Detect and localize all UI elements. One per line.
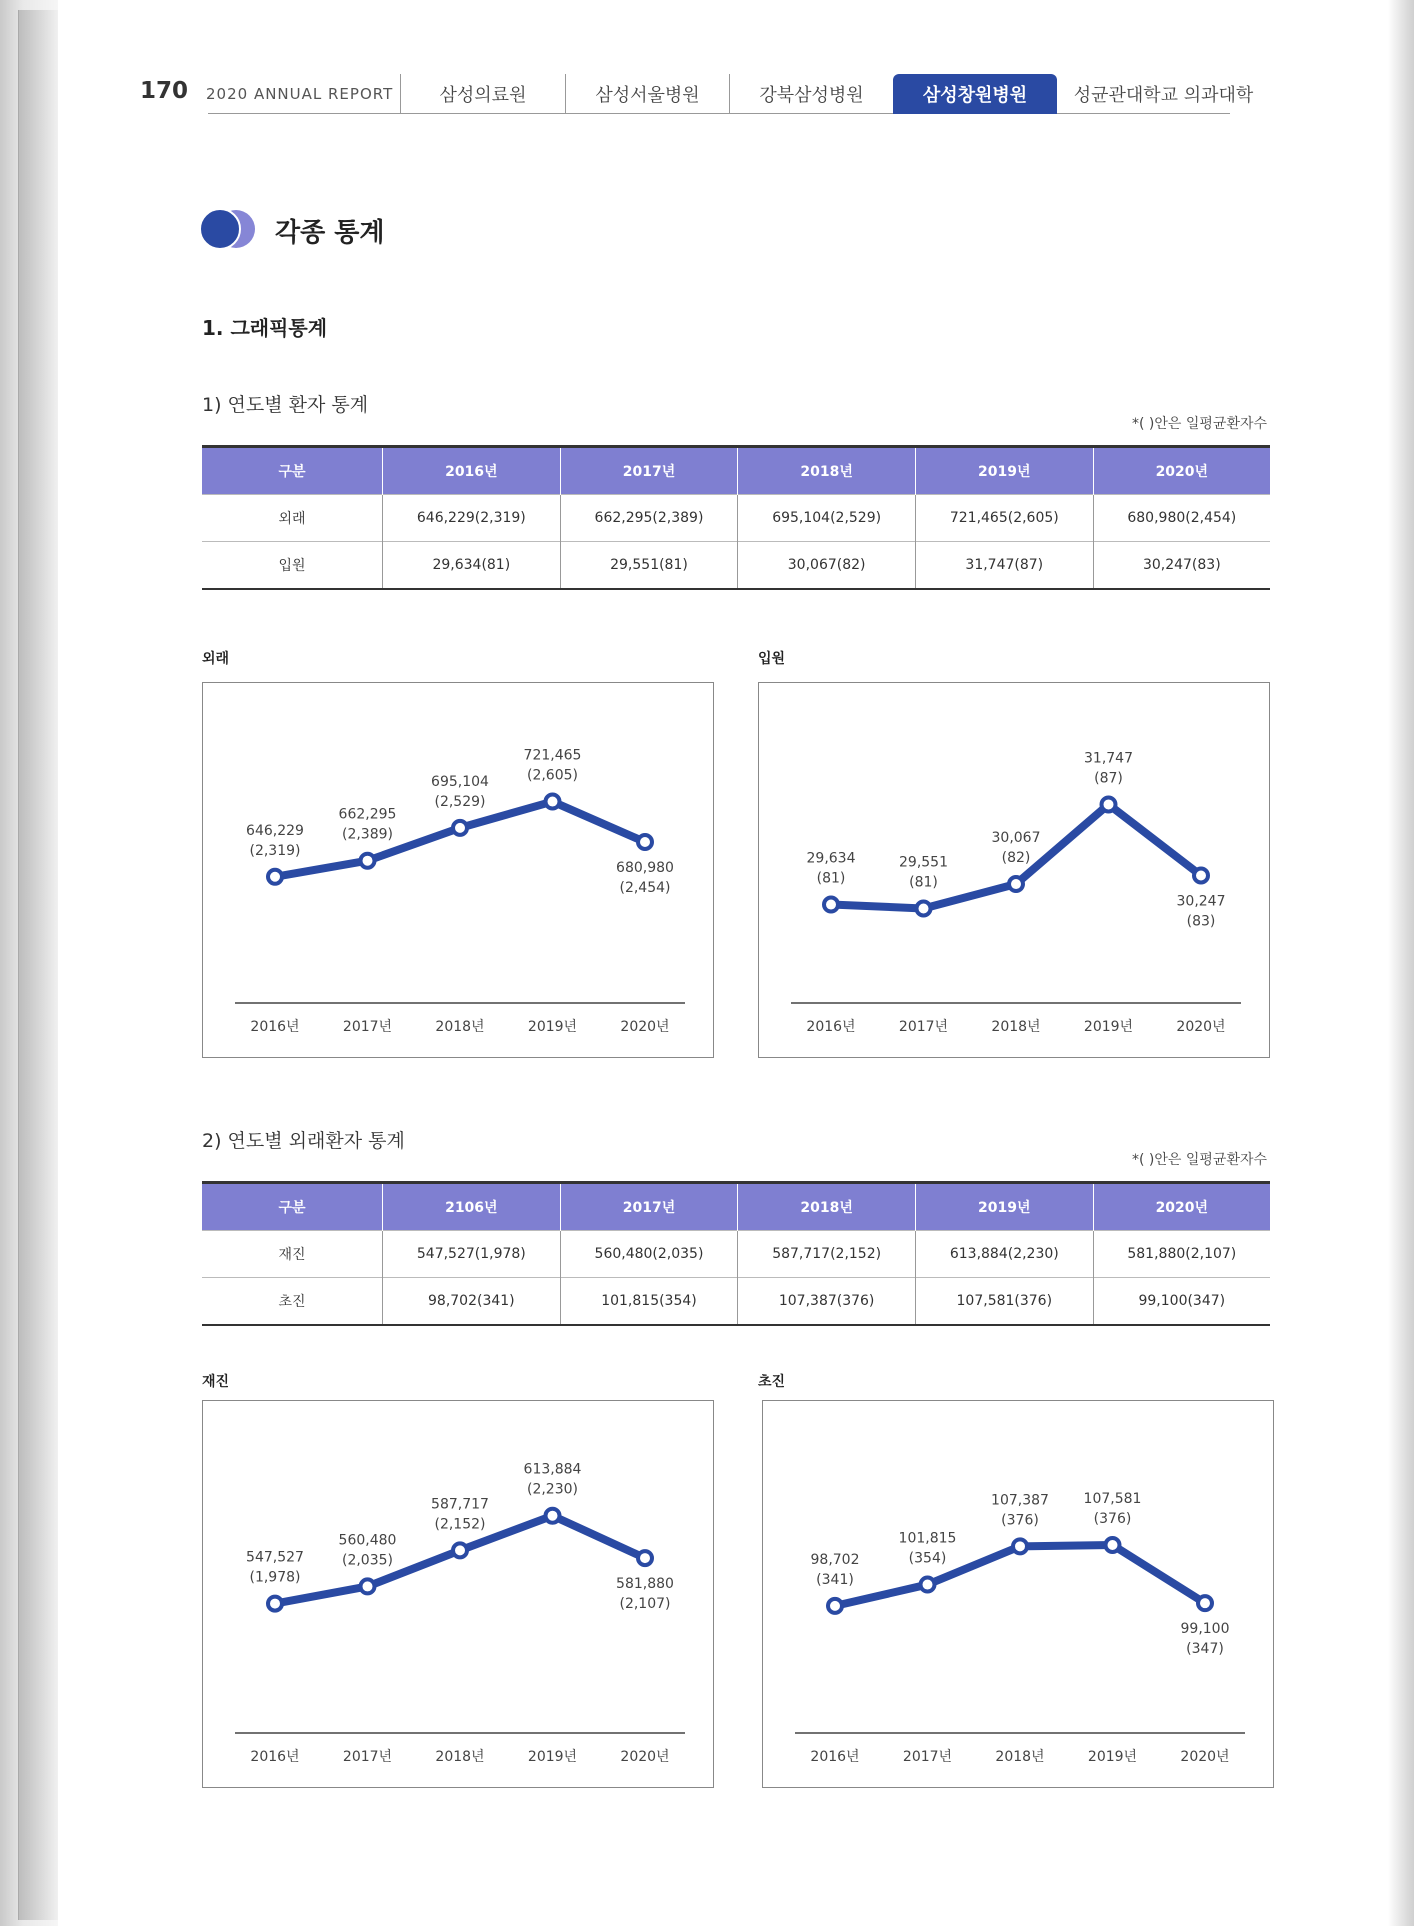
table-cell: 재진: [202, 1231, 383, 1278]
tab-samsung-seoul-hospital[interactable]: 삼성서울병원: [565, 74, 729, 114]
part1-title: 1) 연도별 환자 통계: [202, 394, 369, 416]
data-sublabel: (1,978): [249, 1569, 301, 1586]
data-sublabel: (81): [816, 870, 846, 887]
x-tick-label: 2020년: [620, 1019, 670, 1035]
table-row: [202, 1231, 1270, 1278]
x-tick-label: 2020년: [1176, 1019, 1226, 1035]
x-tick-label: 2020년: [620, 1749, 670, 1765]
data-label: 721,465: [523, 747, 582, 764]
table-cell: 662,295(2,389): [560, 495, 738, 542]
data-label: 29,551: [899, 854, 948, 871]
x-tick-label: 2016년: [810, 1749, 860, 1765]
table-header-cell: 2017년: [560, 447, 738, 495]
table-header-cell: 2106년: [383, 1183, 561, 1231]
data-sublabel: (87): [1094, 770, 1123, 787]
data-point: [546, 795, 560, 809]
data-point: [1198, 1596, 1212, 1610]
data-label: 29,634: [806, 850, 856, 867]
data-label: 581,880: [616, 1576, 674, 1593]
data-point: [268, 1597, 282, 1611]
data-sublabel: (376): [1093, 1511, 1132, 1528]
data-point: [638, 835, 652, 849]
table-row: [202, 495, 1270, 542]
x-tick-label: 2019년: [527, 1749, 578, 1765]
tab-samsung-medical-center[interactable]: 삼성의료원: [400, 74, 565, 114]
data-label: 587,717: [431, 1496, 489, 1513]
table-cell: 초진: [202, 1278, 383, 1326]
table-cell: 101,815(354): [560, 1278, 738, 1326]
x-tick-label: 2018년: [435, 1019, 485, 1035]
report-title: 2020 ANNUAL REPORT: [206, 85, 394, 103]
table-cell: 587,717(2,152): [738, 1231, 916, 1278]
tab-samsung-changwon-hospital[interactable]: 삼성창원병원: [893, 74, 1057, 114]
chart-title-inpatient: 입원: [758, 651, 786, 667]
x-tick-label: 2018년: [995, 1749, 1045, 1765]
x-tick-label: 2018년: [991, 1019, 1041, 1035]
data-point: [828, 1599, 842, 1613]
x-tick-label: 2020년: [1180, 1749, 1230, 1765]
table-header-cell: 2019년: [915, 447, 1093, 495]
data-sublabel: (2,152): [434, 1516, 486, 1533]
patient-stats-table: [202, 445, 1270, 590]
table-cell: 581,880(2,107): [1093, 1231, 1270, 1278]
table-cell: 외래: [202, 495, 383, 542]
data-sublabel: (82): [1001, 850, 1031, 867]
table-header-cell: 구분: [202, 1183, 383, 1231]
x-tick-label: 2016년: [250, 1749, 300, 1765]
data-sublabel: (2,230): [526, 1481, 579, 1498]
table-row: [202, 1278, 1270, 1326]
table-cell: 입원: [202, 542, 383, 590]
data-sublabel: (347): [1186, 1641, 1224, 1658]
data-label: 662,295: [338, 806, 397, 823]
table-cell: 107,581(376): [915, 1278, 1093, 1326]
x-tick-label: 2018년: [435, 1749, 485, 1765]
data-point: [638, 1551, 652, 1565]
data-label: 680,980: [616, 860, 674, 877]
table-cell: 613,884(2,230): [915, 1231, 1093, 1278]
line-chart-svg: [763, 1401, 1273, 1787]
x-tick-label: 2019년: [1083, 1019, 1134, 1035]
data-point: [1009, 877, 1023, 891]
data-sublabel: (341): [816, 1571, 854, 1588]
chart-outpatient: [202, 682, 714, 1058]
header-tabs: [400, 74, 1270, 114]
x-tick-label: 2016년: [250, 1019, 300, 1035]
table-cell: 107,387(376): [738, 1278, 916, 1326]
page-number: 170: [140, 78, 189, 104]
data-label: 98,702: [810, 1551, 860, 1568]
table-cell: 721,465(2,605): [915, 495, 1093, 542]
data-sublabel: (81): [909, 874, 938, 891]
data-sublabel: (354): [908, 1550, 947, 1567]
data-point: [361, 854, 375, 868]
table-cell: 98,702(341): [383, 1278, 561, 1326]
table-row: [202, 542, 1270, 590]
section-title: 각종 통계: [275, 218, 385, 248]
x-tick-label: 2017년: [898, 1019, 949, 1035]
data-label: 613,884: [523, 1461, 582, 1478]
series-line: [275, 802, 645, 877]
data-point: [268, 870, 282, 884]
data-point: [1013, 1539, 1027, 1553]
table-header-cell: 2016년: [383, 447, 561, 495]
data-label: 107,387: [991, 1492, 1049, 1509]
data-label: 695,104: [431, 773, 489, 790]
tab-skku-medicine[interactable]: 성균관대학교 의과대학: [1073, 85, 1254, 106]
line-chart-svg: [759, 683, 1269, 1057]
table-header-cell: 2017년: [560, 1183, 738, 1231]
outpatient-stats-table: [202, 1181, 1270, 1326]
chart-inpatient: [758, 682, 1270, 1058]
table-cell: 31,747(87): [915, 542, 1093, 590]
data-label: 30,067: [991, 830, 1041, 847]
chart-revisit: [202, 1400, 714, 1788]
x-tick-label: 2017년: [902, 1749, 953, 1765]
table-cell: 547,527(1,978): [383, 1231, 561, 1278]
data-sublabel: (2,389): [341, 826, 394, 843]
data-point: [1102, 797, 1116, 811]
data-label: 101,815: [898, 1530, 957, 1547]
tab-kangbuk-samsung-hospital[interactable]: 강북삼성병원: [729, 74, 893, 114]
table-header-row: [202, 1183, 1270, 1231]
x-tick-label: 2017년: [342, 1749, 393, 1765]
data-sublabel: (2,454): [619, 880, 671, 897]
section-bullet-icon: [199, 208, 259, 250]
data-point: [361, 1579, 375, 1593]
chart-title-first-visit: 초진: [758, 1374, 786, 1390]
data-label: 547,527: [246, 1549, 304, 1566]
line-chart-svg: [203, 1401, 713, 1787]
table-cell: 29,551(81): [560, 542, 738, 590]
data-sublabel: (2,605): [526, 767, 579, 784]
table-cell: 29,634(81): [383, 542, 561, 590]
table-cell: 30,067(82): [738, 542, 916, 590]
table-header-cell: 2020년: [1093, 1183, 1270, 1231]
data-sublabel: (83): [1186, 913, 1216, 930]
data-point: [824, 898, 838, 912]
data-point: [917, 901, 931, 915]
data-sublabel: (2,107): [619, 1596, 671, 1613]
data-label: 560,480: [338, 1532, 397, 1549]
data-point: [546, 1509, 560, 1523]
data-label: 31,747: [1084, 750, 1133, 767]
data-label: 107,581: [1083, 1491, 1142, 1508]
page-edge-right: [1388, 0, 1414, 1926]
data-label: 30,247: [1176, 893, 1226, 910]
data-label: 646,229: [246, 822, 304, 839]
table-cell: 30,247(83): [1093, 542, 1270, 590]
table-cell: 646,229(2,319): [383, 495, 561, 542]
table-header-cell: 2018년: [738, 1183, 916, 1231]
part2-note: *( )안은 일평균환자수: [1132, 1152, 1268, 1168]
data-sublabel: (376): [1001, 1512, 1039, 1529]
data-point: [1106, 1538, 1120, 1552]
x-tick-label: 2017년: [342, 1019, 393, 1035]
data-sublabel: (2,529): [434, 793, 486, 810]
table-header-cell: 2020년: [1093, 447, 1270, 495]
part1-note: *( )안은 일평균환자수: [1132, 416, 1268, 432]
subsection-title: 1. 그래픽통계: [202, 316, 328, 340]
table-header-cell: 2018년: [738, 447, 916, 495]
x-tick-label: 2016년: [806, 1019, 856, 1035]
data-sublabel: (2,035): [341, 1552, 394, 1569]
data-label: 99,100: [1180, 1621, 1230, 1638]
table-cell: 695,104(2,529): [738, 495, 916, 542]
table-cell: 680,980(2,454): [1093, 495, 1270, 542]
x-tick-label: 2019년: [527, 1019, 578, 1035]
data-point: [921, 1578, 935, 1592]
chart-title-outpatient: 외래: [202, 651, 230, 667]
table-header-cell: 2019년: [915, 1183, 1093, 1231]
table-cell: 99,100(347): [1093, 1278, 1270, 1326]
data-point: [453, 1543, 467, 1557]
x-tick-label: 2019년: [1087, 1749, 1138, 1765]
chart-first-visit: [762, 1400, 1274, 1788]
table-cell: 560,480(2,035): [560, 1231, 738, 1278]
chart-title-revisit: 재진: [202, 1374, 230, 1390]
table-header-cell: 구분: [202, 447, 383, 495]
part2-title: 2) 연도별 외래환자 통계: [202, 1130, 405, 1152]
data-point: [453, 821, 467, 835]
line-chart-svg: [203, 683, 713, 1057]
data-point: [1194, 869, 1208, 883]
data-sublabel: (2,319): [249, 842, 301, 859]
page-edge-shadow: [18, 10, 59, 1920]
table-header-row: [202, 447, 1270, 495]
document-page: [58, 0, 1388, 1926]
